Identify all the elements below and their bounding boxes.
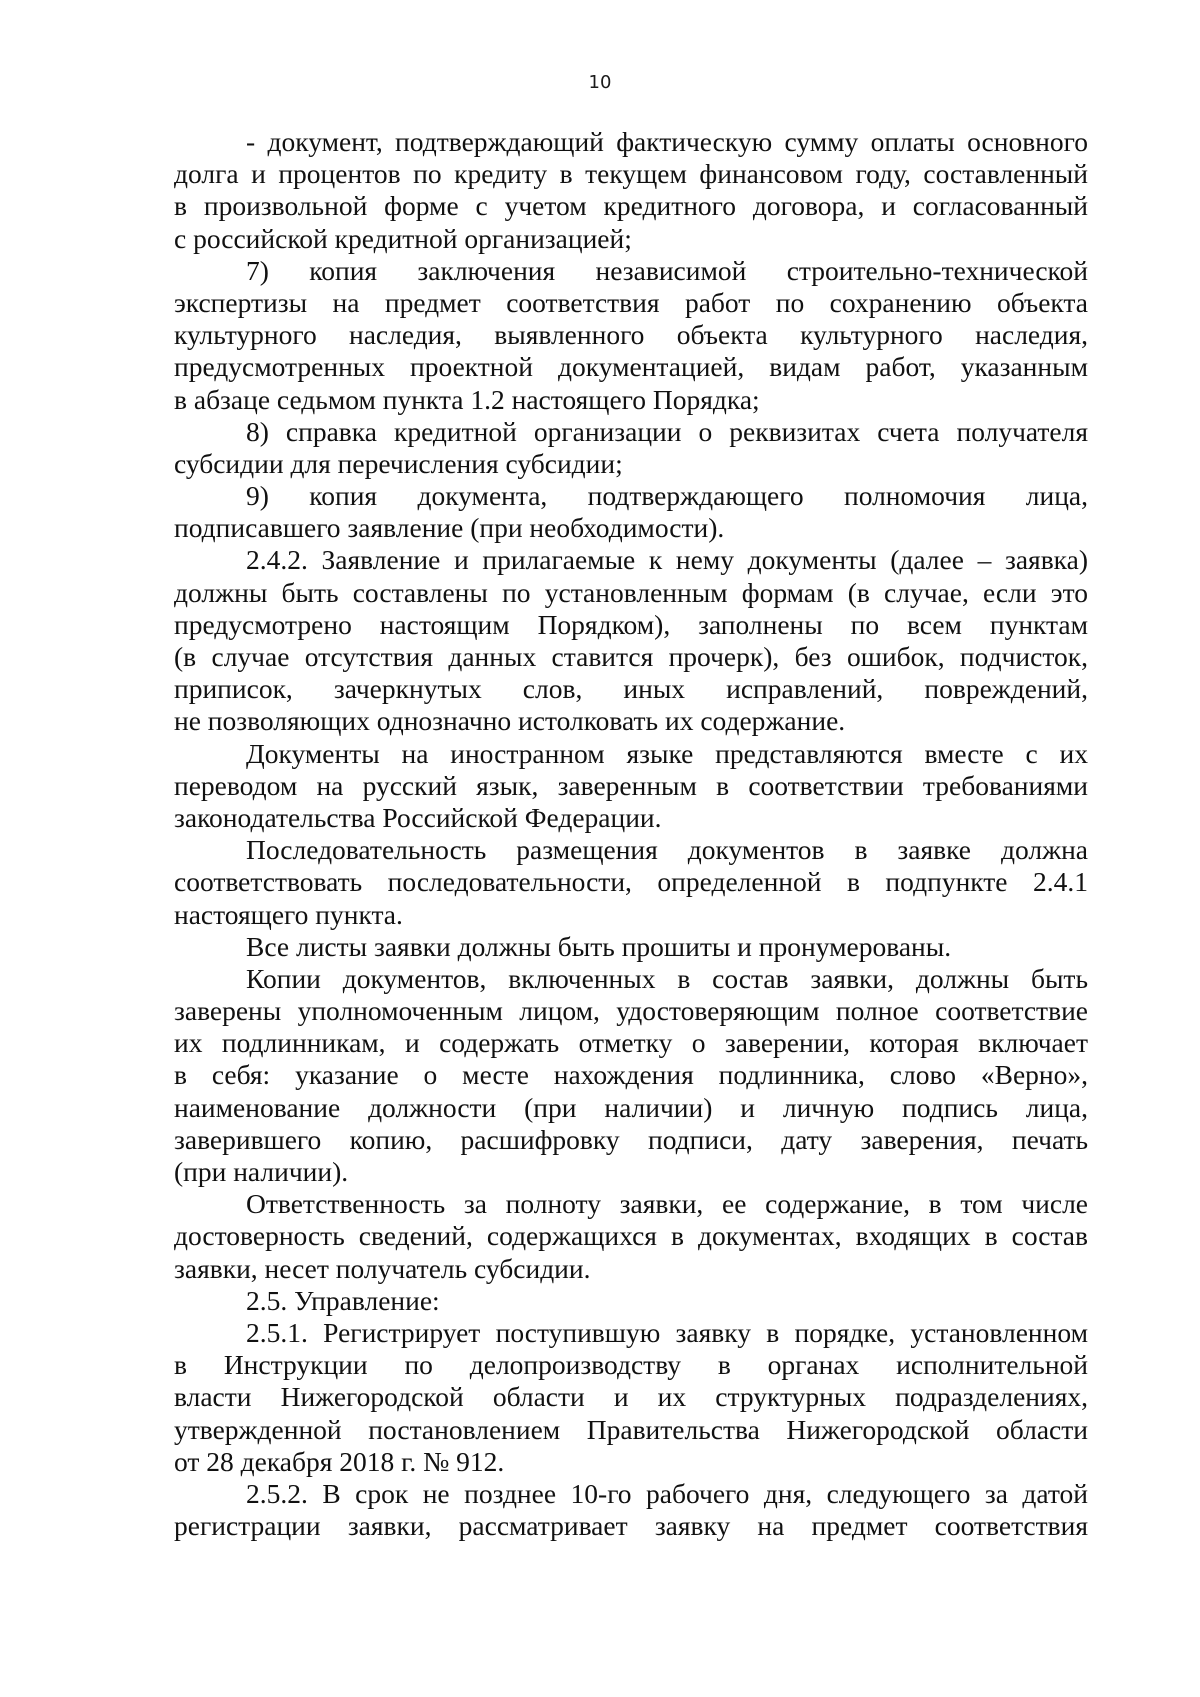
text-line: должны быть составлены по установленным формам (в случае, если это — [174, 576, 1088, 608]
text-line: приписок, зачеркнутых слов, иных исправлений, повреждений, — [174, 673, 1088, 705]
text-line: заверившего копию, расшифровку подписи, дату заверения, печать — [174, 1123, 1088, 1155]
text-line: достоверность сведений, содержащихся в документах, входящих в состав — [174, 1220, 1088, 1252]
text-line: предусмотренных проектной документацией, видам работ, указанным — [174, 351, 1088, 383]
text-line: субсидии для перечисления субсидии; — [174, 447, 623, 479]
text-line: их подлинникам, и содержать отметку о заверении, которая включает — [174, 1027, 1088, 1059]
text-line: Последовательность размещения документов в заявке должна — [246, 834, 1088, 866]
text-line: утвержденной постановлением Правительства Нижегородской области — [174, 1413, 1088, 1445]
text-line: Документы на иностранном языке представляются вместе с их — [246, 737, 1088, 769]
text-line: Ответственность за полноту заявки, ее содержание, в том числе — [246, 1188, 1088, 1220]
text-line: регистрации заявки, рассматривает заявку на предмет соответствия — [174, 1510, 1088, 1542]
text-line: 2.5. Управление: — [246, 1284, 440, 1316]
text-line: Все листы заявки должны быть прошиты и пронумерованы. — [246, 930, 952, 962]
text-line: не позволяющих однозначно истолковать их содержание. — [174, 705, 846, 737]
text-line: 9) копия документа, подтверждающего полномочия лица, — [246, 480, 1088, 512]
text-line: Копии документов, включенных в состав заявки, должны быть — [246, 962, 1088, 994]
text-line: наименование должности (при наличии) и личную подпись лица, — [174, 1091, 1088, 1123]
text-line: законодательства Российской Федерации. — [174, 801, 662, 833]
text-line: от 28 декабря 2018 г. № 912. — [174, 1445, 505, 1477]
text-line: 8) справка кредитной организации о реквизитах счета получателя — [246, 415, 1088, 447]
text-line: заявки, несет получатель субсидии. — [174, 1252, 591, 1284]
text-line: долга и процентов по кредиту в текущем финансовом году, составленный — [174, 158, 1088, 190]
text-line: 7) копия заключения независимой строительно-технической — [246, 254, 1088, 286]
text-line: в Инструкции по делопроизводству в органах исполнительной — [174, 1349, 1088, 1381]
text-line: 2.5.2. В срок не позднее 10-го рабочего дня, следующего за датой — [246, 1477, 1088, 1509]
text-line: подписавшего заявление (при необходимости). — [174, 512, 725, 544]
text-line: заверены уполномоченным лицом, удостоверяющим полное соответствие — [174, 995, 1088, 1027]
text-line: культурного наследия, выявленного объекта культурного наследия, — [174, 319, 1088, 351]
text-line: в себя: указание о месте нахождения подлинника, слово «Верно», — [174, 1059, 1088, 1091]
document-body — [174, 126, 1088, 1542]
text-line: 2.4.2. Заявление и прилагаемые к нему документы (далее – заявка) — [246, 544, 1088, 576]
text-line: (при наличии). — [174, 1156, 349, 1187]
text-line: экспертизы на предмет соответствия работ по сохранению объекта — [174, 286, 1088, 318]
text-line: настоящего пункта. — [174, 898, 403, 930]
text-line: соответствовать последовательности, определенной в подпункте 2.4.1 — [174, 866, 1088, 898]
text-line: предусмотрено настоящим Порядком), заполнены по всем пунктам — [174, 608, 1088, 640]
text-line: 2.5.1. Регистрирует поступившую заявку в порядке, установленном — [246, 1316, 1088, 1348]
text-line: - документ, подтверждающий фактическую сумму оплаты основного — [246, 126, 1088, 157]
text-line: в произвольной форме с учетом кредитного договора, и согласованный — [174, 190, 1088, 222]
page-number: 10 — [588, 72, 612, 93]
text-line: с российской кредитной организацией; — [174, 222, 632, 254]
text-line: переводом на русский язык, заверенным в соответствии требованиями — [174, 769, 1088, 801]
text-line: в абзаце седьмом пункта 1.2 настоящего Порядка; — [174, 383, 760, 415]
text-line: (в случае отсутствия данных ставится прочерк), без ошибок, подчисток, — [174, 641, 1088, 672]
text-line: власти Нижегородской области и их структурных подразделениях, — [174, 1381, 1088, 1413]
